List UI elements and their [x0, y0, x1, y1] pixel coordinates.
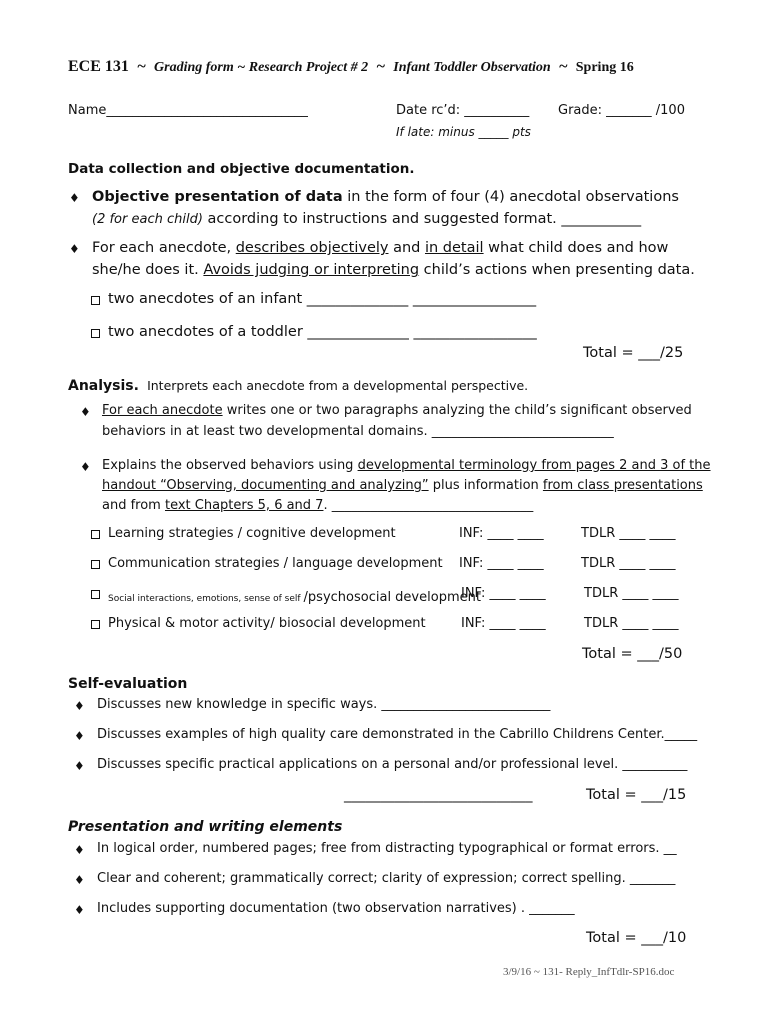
- date-received-field: Date rc’d: __________: [396, 103, 530, 118]
- checkbox-icon: [91, 329, 100, 338]
- checkbox-icon: [91, 530, 100, 539]
- diamond-bullet-icon: ♦: [74, 843, 85, 857]
- self-eval-item: Discusses examples of high quality care demonstrated in the Cabrillo Childrens Center._____: [97, 727, 698, 742]
- grade-field: Grade: _______ /100: [558, 103, 685, 118]
- diamond-bullet-icon: ♦: [74, 873, 85, 887]
- domain-row-inf: INF: ____ ____: [461, 586, 546, 601]
- diamond-bullet-icon: ♦: [69, 242, 80, 256]
- diamond-bullet-icon: ♦: [74, 903, 85, 917]
- diamond-bullet-icon: ♦: [74, 699, 85, 713]
- objective-presentation-item-line2: (2 for each child) according to instructions and suggested format. ___________: [92, 211, 642, 227]
- course-code: ECE 131: [68, 58, 129, 75]
- diamond-bullet-icon: ♦: [80, 460, 91, 474]
- paragraph-analysis-item-line2: behaviors in at least two developmental domains. ____________________________: [102, 424, 614, 439]
- domain-row-label: Learning strategies / cognitive development: [108, 526, 396, 541]
- domain-row-tdlr: TDLR ____ ____: [581, 526, 676, 541]
- anecdote-description-item-line2: she/he does it. Avoids judging or interpreting child’s actions when presenting data.: [92, 262, 695, 278]
- presentation-item: Includes supporting documentation (two observation narratives) . _______: [97, 901, 575, 916]
- infant-anecdotes-item: two anecdotes of an infant ______________ _________________: [108, 291, 537, 307]
- paragraph-analysis-item: For each anecdote writes one or two paragraphs analyzing the child’s significant observed: [102, 403, 692, 418]
- analysis-total: Total = ___/50: [582, 646, 683, 662]
- objective-presentation-item: Objective presentation of data in the form of four (4) anecdotal observations: [92, 189, 679, 205]
- footer-filename: 3/9/16 ~ 131- Reply_InfTdlr-SP16.doc: [503, 966, 675, 978]
- checkbox-icon: [91, 560, 100, 569]
- domain-row-inf: INF: ____ ____: [459, 556, 544, 571]
- self-eval-item: Discusses new knowledge in specific ways. __________________________: [97, 697, 551, 712]
- terminology-item: Explains the observed behaviors using developmental terminology from pages 2 and 3 of the: [102, 458, 711, 473]
- domain-row-tdlr: TDLR ____ ____: [584, 586, 679, 601]
- document-title: ECE 131 ~ Grading form ~ Research Project # 2 ~ Infant Toddler Observation ~ Spring 16: [68, 58, 634, 75]
- domain-row-label: Social interactions, emotions, sense of self /psychosocial development: [108, 590, 481, 605]
- terminology-item-line3: and from text Chapters 5, 6 and 7. _______________________________: [102, 498, 534, 513]
- domain-row-inf: INF: ____ ____: [459, 526, 544, 541]
- form-subtitle: Grading form ~ Research Project # 2: [154, 60, 369, 75]
- domain-row-tdlr: TDLR ____ ____: [581, 556, 676, 571]
- name-field: Name_______________________________: [68, 103, 308, 118]
- late-penalty-field: If late: minus _____ pts: [396, 125, 531, 139]
- presentation-total: Total = ___/10: [586, 930, 687, 946]
- checkbox-icon: [91, 620, 100, 629]
- toddler-anecdotes-item: two anecdotes of a toddler ______________ _________________: [108, 324, 537, 340]
- diamond-bullet-icon: ♦: [80, 405, 91, 419]
- analysis-heading: Analysis.: [68, 378, 139, 394]
- self-evaluation-heading: Self-evaluation: [68, 676, 188, 692]
- presentation-heading: Presentation and writing elements: [68, 819, 343, 835]
- checkbox-icon: [91, 296, 100, 305]
- anecdote-description-item: For each anecdote, describes objectively and in detail what child does and how: [92, 240, 669, 256]
- domain-row-label: Physical & motor activity/ biosocial development: [108, 616, 426, 631]
- data-collection-total: Total = ___/25: [583, 345, 684, 361]
- self-eval-total-line: __________________________: [344, 787, 533, 803]
- self-eval-total: Total = ___/15: [586, 787, 687, 803]
- presentation-item: In logical order, numbered pages; free from distracting typographical or format errors. __: [97, 841, 677, 856]
- project-title: Infant Toddler Observation: [393, 60, 551, 75]
- domain-row-tdlr: TDLR ____ ____: [584, 616, 679, 631]
- domain-row-label: Communication strategies / language development: [108, 556, 443, 571]
- domain-row-inf: INF: ____ ____: [461, 616, 546, 631]
- terminology-item-line2: handout “Observing, documenting and analyzing” plus information from class presentations: [102, 478, 703, 493]
- term: Spring 16: [575, 60, 634, 75]
- diamond-bullet-icon: ♦: [74, 759, 85, 773]
- diamond-bullet-icon: ♦: [69, 191, 80, 205]
- data-collection-heading: Data collection and objective documentation.: [68, 161, 415, 177]
- checkbox-icon: [91, 590, 100, 599]
- analysis-heading-line: Analysis. Interprets each anecdote from a developmental perspective.: [68, 378, 529, 394]
- diamond-bullet-icon: ♦: [74, 729, 85, 743]
- self-eval-item: Discusses specific practical applications on a personal and/or professional level. __________: [97, 757, 688, 772]
- presentation-item: Clear and coherent; grammatically correct; clarity of expression; correct spelling. _______: [97, 871, 676, 886]
